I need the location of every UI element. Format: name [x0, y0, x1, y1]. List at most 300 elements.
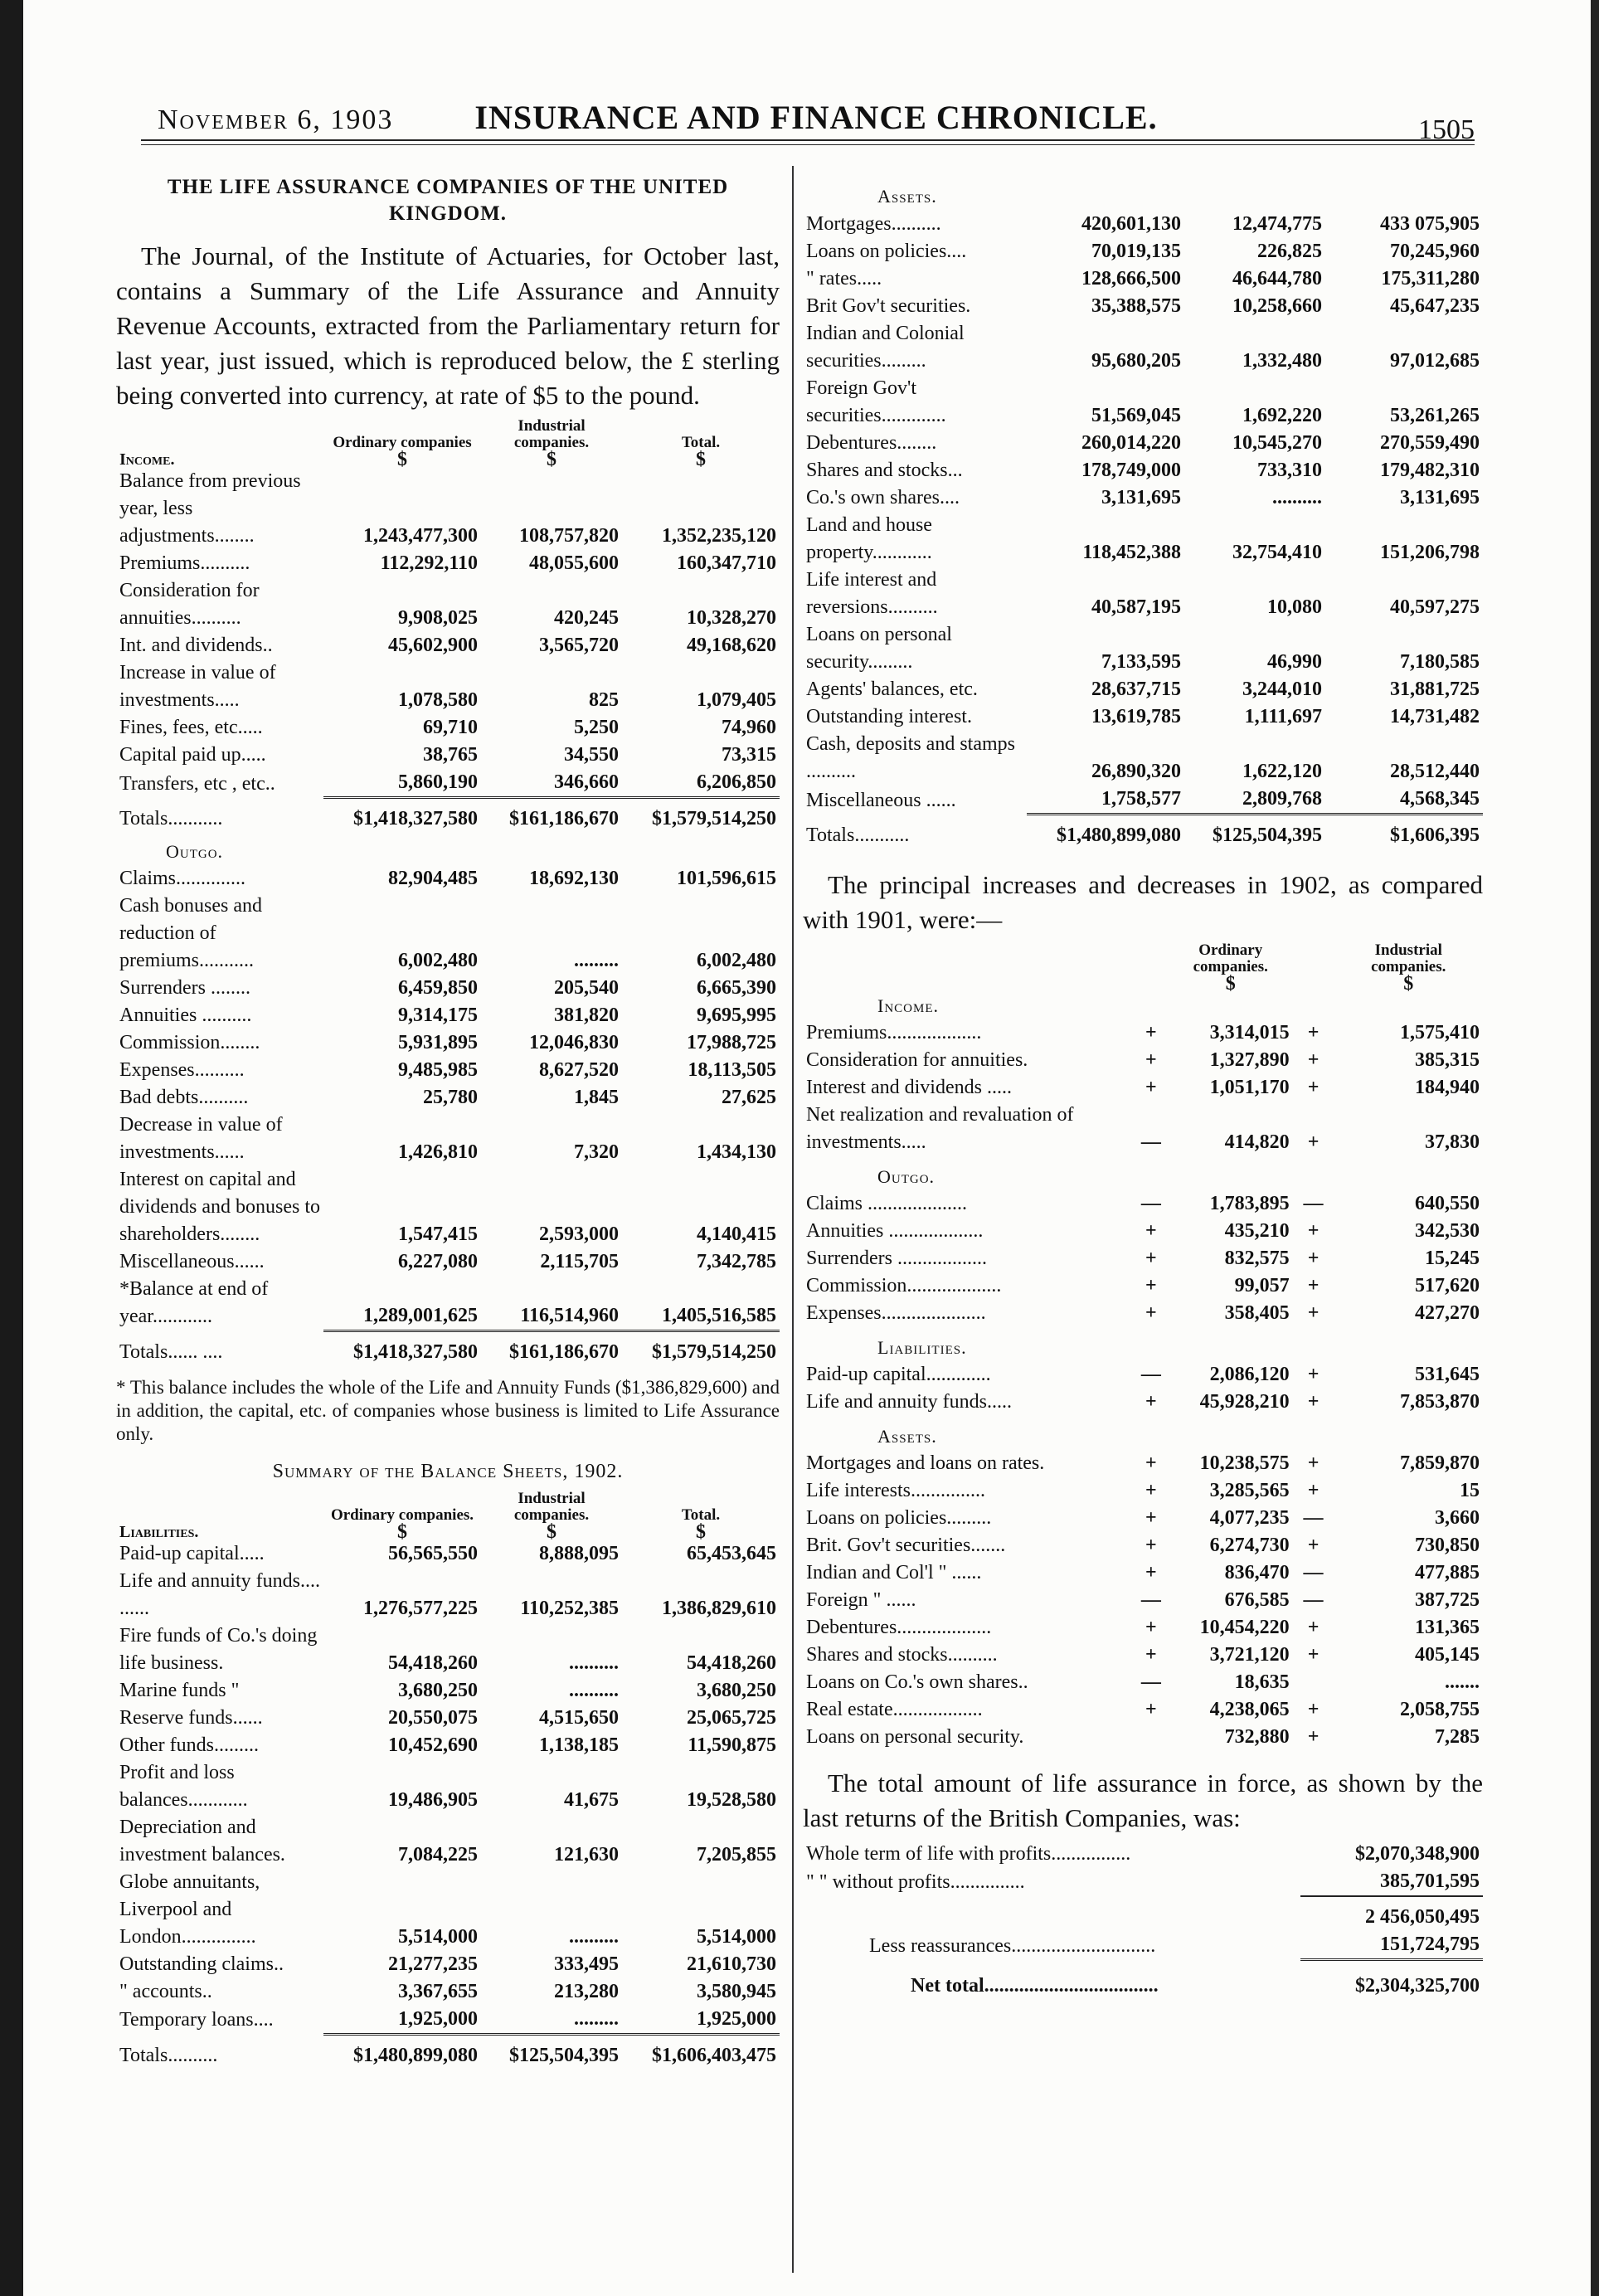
value-total: 65,453,645	[687, 1542, 776, 1564]
value-ordinary: 25,780	[423, 1087, 478, 1108]
value-total: 10,328,270	[687, 607, 776, 629]
sign-ordinary: +	[1145, 1644, 1157, 1666]
value-total: 175,311,280	[1381, 268, 1480, 289]
journal-title: INSURANCE AND FINANCE CHRONICLE.	[474, 99, 1158, 136]
value-total: 1,352,235,120	[662, 525, 776, 547]
ch-liabilities-heading: Liabilities.	[877, 1337, 967, 1358]
row-label: Fines, fees, etc.....	[119, 717, 263, 738]
sign-ordinary: +	[1145, 1220, 1157, 1242]
sign-industrial: +	[1307, 1275, 1320, 1296]
row-label: Annuities ..........	[119, 1004, 252, 1026]
row-label: Premiums...................	[806, 1022, 982, 1043]
row-label: Claims..............	[119, 868, 246, 889]
sign-ordinary: +	[1145, 1077, 1157, 1098]
table-row	[803, 238, 1483, 265]
total-industrial: $161,186,670	[481, 1330, 622, 1371]
total-total: $1,579,514,250	[622, 798, 780, 839]
value-industrial: 5,250	[574, 717, 619, 738]
row-label: Cash bonuses and reduction of premiums...........	[119, 895, 262, 971]
table-row	[116, 1568, 780, 1622]
row-label: Marine funds "	[119, 1679, 240, 1701]
table-row	[116, 550, 780, 577]
total-industrial: $161,186,670	[481, 798, 622, 839]
value-ordinary: 6,227,080	[398, 1251, 478, 1272]
row-label: *Balance at end of year............	[119, 1278, 269, 1327]
table-row	[116, 468, 780, 550]
table-row	[116, 714, 780, 742]
table-row	[803, 676, 1483, 703]
sign-industrial: +	[1307, 1452, 1320, 1474]
article-heading: THE LIFE ASSURANCE COMPANIES OF THE UNITED KINGDOM.	[167, 176, 729, 225]
value-ordinary: 5,860,190	[398, 771, 478, 793]
value-industrial: 226,825	[1257, 241, 1322, 262]
value-total: 3,580,945	[697, 1980, 776, 2002]
row-label: Debentures........	[806, 432, 937, 454]
balance-sheet-table	[116, 1491, 780, 2075]
revenue-account-table	[116, 418, 780, 1371]
value-industrial: 342,530	[1415, 1220, 1480, 1242]
row-label: Loans on Co.'s own shares..	[806, 1671, 1028, 1693]
value-total: 45,647,235	[1390, 295, 1480, 317]
sign-ordinary	[1134, 1724, 1169, 1751]
value-industrial: 32,754,410	[1232, 542, 1322, 563]
table-row	[116, 1084, 780, 1112]
table-row	[803, 1019, 1483, 1047]
table-row	[803, 621, 1483, 676]
value-total: 7,342,785	[697, 1251, 776, 1272]
changes-intro: The principal increases and decreases in 1902, as compared with 1901, were:—	[803, 870, 1483, 934]
value-industrial: 4,515,650	[539, 1706, 619, 1729]
value-total: 74,960	[722, 717, 776, 738]
value-ordinary: 358,405	[1224, 1302, 1290, 1324]
value-total: 14,731,482	[1390, 706, 1480, 727]
in-force-intro: The total amount of life assurance in force, as shown by the last returns of the British Companies, was:	[803, 1768, 1483, 1832]
row-label: Balance from previous year, less adjustments........	[119, 470, 301, 547]
value-ordinary: 1,925,000	[398, 2007, 478, 2030]
row-label: Loans on personal security.........	[806, 624, 952, 673]
row-label: Cash, deposits and stamps ..........	[806, 733, 1015, 782]
outgo-total-row	[116, 1330, 780, 1371]
total-ordinary: $1,480,899,080	[323, 2034, 481, 2075]
asset-rows	[803, 211, 1483, 815]
value-industrial: .........	[574, 2007, 619, 2030]
value-ordinary: 40,587,195	[1091, 596, 1181, 618]
net-total-value: $2,304,325,700	[1300, 1960, 1483, 2001]
row-label: Miscellaneous ......	[806, 789, 956, 811]
value-total: 9,695,995	[697, 1004, 776, 1026]
value-ordinary: 26,890,320	[1091, 761, 1181, 782]
value-ordinary: 5,931,895	[398, 1032, 478, 1053]
row-label: " accounts..	[119, 1980, 212, 2002]
row-label: Surrenders ........	[119, 977, 250, 999]
value-industrial: 2,058,755	[1400, 1699, 1480, 1720]
total-ordinary: $1,418,327,580	[323, 1330, 481, 1371]
table-row	[803, 703, 1483, 731]
row-label: Indian and Col'l " ......	[806, 1562, 982, 1583]
table-row	[116, 1002, 780, 1029]
table-row	[803, 1361, 1483, 1389]
value-total: 1,386,829,610	[662, 1597, 776, 1619]
value-ordinary: 18,635	[1234, 1671, 1290, 1693]
row-label: Bad debts..........	[119, 1087, 249, 1108]
row-label: Life and annuity funds.....	[806, 1391, 1012, 1413]
sign-industrial: —	[1303, 1507, 1324, 1529]
value-industrial: 10,080	[1267, 596, 1322, 618]
reassurances-value: 151,724,795	[1380, 1934, 1480, 1955]
table-row	[803, 731, 1483, 786]
table-row	[803, 320, 1483, 375]
table-row	[803, 567, 1483, 621]
value-total: 25,065,725	[687, 1706, 776, 1729]
table-row	[116, 2006, 780, 2035]
scan-edge-left	[0, 0, 23, 2296]
table-row	[803, 375, 1483, 430]
table-row	[803, 1559, 1483, 1587]
value-ordinary: 1,051,170	[1209, 1077, 1290, 1098]
total-label: Totals..........	[119, 2044, 218, 2066]
table-row	[116, 1540, 780, 1568]
value-total: 3,131,695	[1400, 487, 1480, 508]
value-ordinary: 1,783,895	[1209, 1193, 1290, 1214]
value-industrial: 1,332,480	[1242, 350, 1322, 372]
income-rows	[116, 468, 780, 798]
value-industrial: 48,055,600	[529, 552, 619, 574]
value-industrial: 10,545,270	[1232, 432, 1322, 454]
value-ordinary: 676,585	[1224, 1589, 1290, 1611]
value-total: 19,528,580	[687, 1788, 776, 1811]
row-label: Mortgages and loans on rates.	[806, 1452, 1045, 1474]
article-intro: The Journal, of the Institute of Actuaries, for October last, contains a Summary of the Life Assurance and Annuity Revenue Accounts, extracted from the Parliamentary return for last year, just issued, which is reproduced below, the £ sterling being converted into currency, at rate of $5 to the pound.	[116, 241, 780, 410]
value-ordinary: 21,277,235	[388, 1953, 478, 1975]
sign-ordinary: +	[1145, 1302, 1157, 1324]
value-ordinary: 9,314,175	[398, 1004, 478, 1026]
row-label: Reserve funds......	[119, 1706, 263, 1729]
value-industrial: 730,850	[1415, 1535, 1480, 1556]
value-ordinary: 178,749,000	[1081, 460, 1181, 481]
value-industrial: 41,675	[564, 1788, 619, 1811]
sign-industrial: +	[1307, 1644, 1320, 1666]
table-row	[116, 1814, 780, 1869]
sign-ordinary: —	[1140, 1671, 1161, 1693]
table-row	[803, 484, 1483, 512]
ch-head-ordinary: Ordinary companies. $	[1193, 941, 1268, 995]
value-ordinary: 1,327,890	[1209, 1049, 1290, 1071]
value-ordinary: 38,765	[423, 744, 478, 766]
value-industrial: 427,270	[1415, 1302, 1480, 1324]
value-ordinary: 118,452,388	[1082, 542, 1181, 563]
value-ordinary: 28,637,715	[1091, 679, 1181, 700]
value-industrial: 346,660	[554, 771, 619, 793]
table-row	[116, 659, 780, 714]
value-total: 433 075,905	[1380, 213, 1480, 235]
sign-industrial: +	[1307, 1617, 1320, 1638]
table-row	[803, 457, 1483, 484]
row-label: Agents' balances, etc.	[806, 679, 978, 700]
page-number: 1505	[1418, 114, 1475, 145]
value-total: 7,205,855	[697, 1843, 776, 1866]
balance-sheet-heading: Summary of the Balance Sheets, 1902.	[272, 1460, 624, 1482]
table-row	[116, 893, 780, 975]
row-label: Decrease in value of investments......	[119, 1114, 283, 1163]
value-ordinary: 4,077,235	[1209, 1507, 1290, 1529]
sign-ordinary: +	[1145, 1049, 1157, 1071]
value-total: 1,405,516,585	[662, 1304, 776, 1326]
table-row	[116, 632, 780, 659]
value-ordinary: 5,514,000	[398, 1925, 478, 1948]
table-row	[803, 786, 1483, 815]
value-ordinary: 70,019,135	[1091, 241, 1181, 262]
table-row	[116, 1029, 780, 1057]
liabilities-heading: Liabilities.	[119, 1522, 199, 1541]
value-ordinary: 112,292,110	[380, 552, 478, 574]
row-label: Foreign " ......	[806, 1589, 916, 1611]
row-value: $2,070,348,900	[1355, 1843, 1480, 1865]
value-total: 6,206,850	[697, 771, 776, 793]
total-total: $1,579,514,250	[622, 1330, 780, 1371]
table-row	[116, 865, 780, 893]
changes-table	[803, 942, 1483, 1751]
value-industrial: 37,830	[1425, 1131, 1480, 1153]
table-row	[803, 1642, 1483, 1669]
ch-assets-heading: Assets.	[877, 1426, 937, 1447]
table-row	[803, 1477, 1483, 1505]
value-industrial: 1,111,697	[1244, 706, 1322, 727]
value-total: 7,180,585	[1400, 651, 1480, 673]
row-label: Debentures...................	[806, 1617, 992, 1638]
value-ordinary: 732,880	[1224, 1726, 1290, 1748]
sign-industrial: +	[1307, 1480, 1320, 1501]
table-row	[116, 577, 780, 632]
value-industrial: 15	[1460, 1480, 1480, 1501]
bs-head-ordinary: Ordinary companies. $	[330, 1506, 474, 1543]
value-total: 1,079,405	[697, 689, 776, 711]
value-industrial: 7,320	[574, 1141, 619, 1163]
assets-table	[803, 211, 1483, 854]
value-total: 6,665,390	[697, 977, 776, 999]
total-industrial: $125,504,395	[1184, 815, 1325, 855]
value-ordinary: 19,486,905	[388, 1788, 478, 1811]
value-ordinary: 3,285,565	[1209, 1480, 1290, 1501]
sign-ordinary: +	[1145, 1248, 1157, 1269]
value-industrial: 8,888,095	[539, 1542, 619, 1564]
value-ordinary: 69,710	[423, 717, 478, 738]
table-row	[116, 975, 780, 1002]
value-industrial: ..........	[1272, 487, 1322, 508]
sign-ordinary: +	[1145, 1480, 1157, 1501]
ch-income-heading: Income.	[877, 995, 939, 1016]
row-label: Expenses..........	[119, 1059, 245, 1081]
table-row	[803, 1102, 1483, 1156]
bs-head-industrial: Industrial companies. $	[513, 1489, 590, 1543]
value-ordinary: 1,276,577,225	[363, 1597, 478, 1619]
value-total: 4,140,415	[697, 1223, 776, 1245]
sign-industrial	[1293, 1669, 1334, 1696]
liability-rows	[116, 1540, 780, 2035]
sign-industrial: +	[1307, 1077, 1320, 1098]
value-ordinary: 54,418,260	[388, 1651, 478, 1674]
value-ordinary: 13,619,785	[1091, 706, 1181, 727]
value-ordinary: 9,908,025	[398, 607, 478, 629]
value-total: 160,347,710	[677, 552, 776, 574]
sign-industrial: +	[1307, 1131, 1320, 1153]
value-ordinary: 414,820	[1224, 1131, 1290, 1153]
value-ordinary: 836,470	[1224, 1562, 1290, 1583]
value-ordinary: 9,485,985	[398, 1059, 478, 1081]
value-industrial: 2,593,000	[539, 1223, 619, 1245]
change-outgo-rows	[803, 1190, 1483, 1327]
value-industrial: 184,940	[1415, 1077, 1480, 1098]
value-industrial: 517,620	[1415, 1275, 1480, 1296]
value-industrial: 3,565,720	[539, 635, 619, 656]
row-label: Land and house property............	[806, 514, 932, 563]
row-label: Consideration for annuities.	[806, 1049, 1028, 1071]
right-column	[803, 166, 1483, 2000]
value-industrial: .......	[1445, 1671, 1480, 1693]
value-ordinary: 10,238,575	[1199, 1452, 1290, 1474]
sign-ordinary: +	[1145, 1275, 1157, 1296]
value-total: 53,261,265	[1390, 405, 1480, 426]
row-label: Int. and dividends..	[119, 635, 273, 656]
value-total: 97,012,685	[1390, 350, 1480, 372]
change-income-rows	[803, 1019, 1483, 1156]
value-ordinary: 3,721,120	[1209, 1644, 1290, 1666]
table-row	[803, 512, 1483, 567]
value-industrial: 420,245	[554, 607, 619, 629]
table-row	[116, 1732, 780, 1759]
row-label: Loans on policies....	[806, 241, 967, 262]
value-total: 40,597,275	[1390, 596, 1480, 618]
sign-ordinary: +	[1145, 1022, 1157, 1043]
value-total: 270,559,490	[1380, 432, 1480, 454]
sign-industrial: +	[1307, 1248, 1320, 1269]
sign-ordinary: —	[1140, 1131, 1161, 1153]
value-industrial: 1,138,185	[539, 1734, 619, 1756]
table-row	[803, 1505, 1483, 1532]
sign-industrial: +	[1307, 1049, 1320, 1071]
value-ordinary: 1,289,001,625	[363, 1304, 478, 1326]
value-total: 73,315	[722, 744, 776, 766]
row-label: Globe annuitants, Liverpool and London...............	[119, 1870, 260, 1948]
table-row	[116, 1759, 780, 1814]
row-label: Outstanding claims..	[119, 1953, 284, 1975]
table-row	[116, 742, 780, 769]
table-row	[803, 1532, 1483, 1559]
value-industrial: .........	[574, 950, 619, 971]
row-label: Paid-up capital.....	[119, 1542, 265, 1564]
row-label: Temporary loans....	[119, 2009, 274, 2031]
value-ordinary: 6,274,730	[1209, 1535, 1290, 1556]
value-industrial: 405,145	[1415, 1644, 1480, 1666]
sign-industrial: —	[1303, 1193, 1324, 1214]
table-row	[803, 1696, 1483, 1724]
value-ordinary: 7,084,225	[398, 1843, 478, 1866]
value-total: 70,245,960	[1390, 241, 1480, 262]
sign-industrial: +	[1307, 1699, 1320, 1720]
value-industrial: 7,285	[1435, 1726, 1480, 1748]
value-industrial: 381,820	[554, 1004, 619, 1026]
row-label: Interest on capital and dividends and bonuses to shareholders........	[119, 1169, 320, 1245]
row-label: Expenses.....................	[806, 1302, 986, 1324]
value-total: 28,512,440	[1390, 761, 1480, 782]
reassurances-label: Less reassurances.............................	[869, 1934, 1156, 1957]
sign-ordinary: —	[1140, 1589, 1161, 1611]
total-ordinary: $1,418,327,580	[323, 798, 481, 839]
row-label: Mortgages..........	[806, 213, 941, 235]
value-ordinary: 1,758,577	[1101, 788, 1181, 810]
table-row	[116, 1276, 780, 1330]
row-label: Increase in value of investments.....	[119, 662, 276, 711]
value-industrial: 12,474,775	[1232, 213, 1322, 235]
header-rule	[141, 139, 1475, 145]
value-industrial: 1,845	[574, 1087, 619, 1108]
sign-industrial: +	[1307, 1022, 1320, 1043]
value-industrial: 131,365	[1415, 1617, 1480, 1638]
sign-industrial: —	[1303, 1589, 1324, 1611]
value-ordinary: 1,243,477,300	[363, 525, 478, 547]
value-ordinary: 95,680,205	[1091, 350, 1181, 372]
value-ordinary: 7,133,595	[1101, 651, 1181, 673]
outgo-heading: Outgo.	[166, 841, 224, 862]
table-row	[803, 1300, 1483, 1327]
row-label: Life and annuity funds.... ......	[119, 1569, 320, 1619]
table-row	[803, 1587, 1483, 1614]
in-force-subtotal: 2 456,050,495	[1300, 1896, 1483, 1931]
value-industrial: 18,692,130	[529, 868, 619, 889]
table-row	[116, 1677, 780, 1705]
value-total: 101,596,615	[677, 868, 776, 889]
value-industrial: 213,280	[554, 1980, 619, 2002]
table-row	[803, 430, 1483, 457]
row-label: Capital paid up.....	[119, 744, 266, 766]
value-industrial: 34,550	[564, 744, 619, 766]
value-ordinary: 82,904,485	[388, 868, 478, 889]
column-divider	[792, 166, 794, 2273]
row-label: Life interests...............	[806, 1480, 985, 1501]
value-industrial: 3,244,010	[1242, 679, 1322, 700]
sign-industrial: +	[1307, 1726, 1320, 1748]
value-total: 11,590,875	[688, 1734, 776, 1756]
value-total: 17,988,725	[687, 1032, 776, 1053]
value-total: 4,568,345	[1400, 788, 1480, 810]
value-industrial: 733,310	[1257, 460, 1322, 481]
row-label: Brit Gov't securities.	[806, 295, 971, 317]
value-total: 54,418,260	[687, 1651, 776, 1674]
row-label: Net realization and revaluation of investments.....	[806, 1104, 1074, 1153]
assets-total-row	[803, 815, 1483, 855]
table-row	[116, 1166, 780, 1248]
sign-industrial: +	[1307, 1391, 1320, 1413]
value-ordinary: 20,550,075	[388, 1706, 478, 1729]
value-industrial: 7,859,870	[1400, 1452, 1480, 1474]
table-row	[803, 1245, 1483, 1272]
col-head-ordinary: Ordinary companies $	[333, 434, 472, 470]
sign-ordinary: +	[1145, 1507, 1157, 1529]
value-ordinary: 3,367,655	[398, 1980, 478, 2002]
sign-industrial: +	[1307, 1535, 1320, 1556]
row-label: Premiums..........	[119, 552, 250, 574]
net-total-label: Net total...................................	[911, 1975, 1159, 1997]
table-row	[116, 1112, 780, 1166]
ch-outgo-heading: Outgo.	[877, 1166, 936, 1187]
value-industrial: 387,725	[1415, 1589, 1480, 1611]
in-force-rows	[803, 1841, 1483, 1896]
row-label: " " without profits...............	[806, 1871, 1025, 1893]
total-label: Totals...... ....	[119, 1340, 223, 1363]
sign-ordinary: +	[1145, 1452, 1157, 1474]
sign-ordinary: +	[1145, 1391, 1157, 1413]
row-label: Claims ....................	[806, 1193, 968, 1214]
sign-ordinary: +	[1145, 1562, 1157, 1583]
